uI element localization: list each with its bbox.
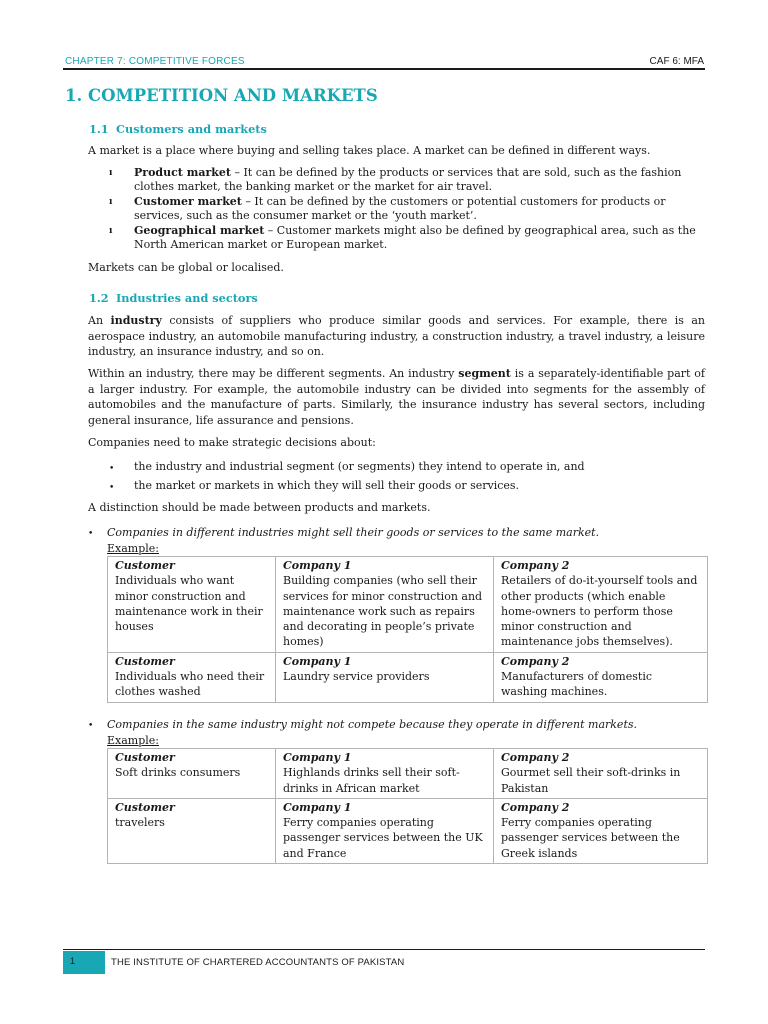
text-run: Within an industry, there may be different segments. An industry [88,367,459,380]
cell-heading: Company 1 [283,559,352,572]
table-cell [494,652,708,702]
bullet-icon: ı [109,197,113,207]
bullet-icon: • [109,483,115,493]
cell-heading: Company 1 [283,800,352,814]
table-row [108,749,708,799]
cell-text: Ferry companies operating passenger services between the Greek islands [501,816,680,860]
cell-text: Individuals who need their clothes washed [115,670,265,699]
paragraph-market-intro: A market is a place where buying and selling takes place. A market can be defined in different ways. [88,144,651,157]
example-2-table [107,748,708,864]
list-item-text: the industry and industrial segment (or segments) they intend to operate in, and [134,460,585,473]
example-1-statement [88,526,705,541]
list-item [109,479,705,498]
subsection-title: Industries and sectors [116,291,258,305]
page-number: 1 [70,956,76,966]
list-item-text: – Customer markets might also be defined by geographical area, such as the North American market or European market. [134,224,696,251]
term-segment: segment [458,367,511,380]
cell-text: Manufacturers of domestic washing machines. [501,670,652,699]
cell-text: Gourmet sell their soft-drinks in Pakistan [501,766,681,795]
table-cell [108,749,276,799]
paragraph-strategic-decisions: Companies need to make strategic decisions about: [88,436,376,449]
decisions-list [109,460,705,498]
list-item [109,195,705,223]
subsection-title: Customers and markets [116,122,267,136]
list-item [109,166,705,194]
table-cell [108,652,276,702]
subsection-number: 1.2 [89,291,109,305]
bullet-icon: • [109,464,115,474]
header-rule [63,68,705,70]
bullet-icon: ı [109,226,113,236]
list-item-text: the market or markets in which they will sell their goods or services. [134,479,520,492]
cell-text: travelers [115,816,165,830]
table-cell [276,557,494,653]
subsection-heading-1-2 [89,291,258,305]
list-item-term: Customer market [134,195,242,208]
table-cell [108,798,276,863]
example-2-statement [88,718,705,733]
list-item [109,460,705,479]
running-header-chapter: CHAPTER 7: COMPETITIVE FORCES [65,56,245,67]
bullet-icon: • [88,721,94,731]
table-cell [494,557,708,653]
table-cell [108,557,276,653]
cell-heading: Customer [115,751,175,764]
text-run: is a separately-identifiable part of a larger industry. For example, the automobile industry can be divided into segments for the assembly of automobiles and the manufacture of parts. Similarly, the insurance industry has several sectors, including general insurance, life assurance and pensions. [88,367,706,427]
footer-institute-name: THE INSTITUTE OF CHARTERED ACCOUNTANTS OF PAKISTAN [111,957,405,968]
cell-text: Laundry service providers [283,670,430,684]
table-cell [276,652,494,702]
market-types-list [109,166,705,253]
subsection-number: 1.1 [89,122,109,136]
list-item-term: Product market [134,166,231,179]
cell-text: Individuals who want minor construction and maintenance work in their houses [115,574,263,634]
cell-heading: Company 2 [501,800,570,814]
table-cell [276,749,494,799]
term-industry: industry [110,314,162,327]
bullet-icon: ı [109,168,113,178]
statement-text: Companies in different industries might sell their goods or services to the same market. [107,526,600,539]
cell-heading: Company 2 [501,654,570,668]
paragraph-markets-global: Markets can be global or localised. [88,261,284,274]
footer-rule [63,949,705,950]
statement-text: Companies in the same industry might not compete because they operate in different markets. [107,718,638,731]
table-row [108,557,708,653]
example-2-label: Example: [107,734,159,747]
list-item [109,224,705,252]
cell-heading: Company 2 [501,751,570,764]
cell-heading: Company 2 [501,559,570,572]
cell-text: Highlands drinks sell their soft-drinks in African market [283,766,460,795]
table-row [108,798,708,863]
paragraph-segment-definition [88,366,705,428]
subsection-heading-1-1 [89,122,267,136]
cell-heading: Customer [115,559,175,572]
example-1-label: Example: [107,542,159,555]
list-item-term: Geographical market [134,224,265,237]
cell-heading: Company 1 [283,751,352,764]
paragraph-industry-definition [88,313,705,360]
table-cell [276,798,494,863]
cell-heading: Customer [115,654,175,668]
text-run: consists of suppliers who produce similar goods and services. For example, there is an aerospace industry, an automobile manufacturing industry, a construction industry, a travel industry, a leisure industry, an insurance industry, and so on. [88,314,705,358]
cell-heading: Company 1 [283,654,352,668]
paragraph-distinction: A distinction should be made between products and markets. [88,501,431,514]
example-1-table [107,556,708,703]
table-cell [494,749,708,799]
section-title: 1. COMPETITION AND MARKETS [65,86,378,105]
cell-text: Building companies (who sell their services for minor construction and maintenance work such as repairs and decorating in people’s private homes) [283,574,483,649]
list-item-text: – It can be defined by the customers or potential customers for products or services, such as the consumer market or the ‘youth market’. [134,195,666,222]
running-header-paper: CAF 6: MFA [649,56,704,67]
table-cell [494,798,708,863]
cell-text: Ferry companies operating passenger services between the UK and France [283,816,483,860]
cell-text: Soft drinks consumers [115,766,241,780]
table-row [108,652,708,702]
bullet-icon: • [88,529,94,539]
text-run: An [88,314,111,327]
cell-text: Retailers of do-it-yourself tools and other products (which enable home-owners to perform those minor construction and maintenance jobs themselves). [501,574,698,649]
list-item-text: – It can be defined by the products or services that are sold, such as the fashion clothes market, the banking market or the market for air travel. [134,166,682,193]
cell-heading: Customer [115,800,175,814]
